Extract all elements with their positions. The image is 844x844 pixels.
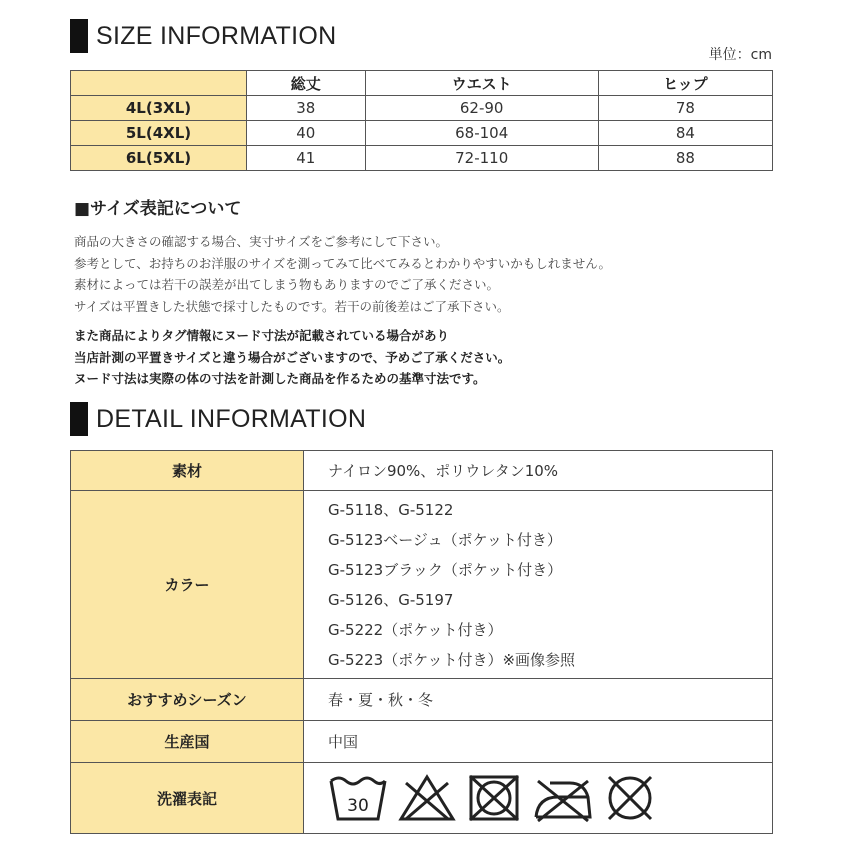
section-marker	[70, 402, 88, 436]
note-bold-line: 当店計測の平置きサイズと違う場合がございますので、予めご了承ください。	[74, 349, 511, 365]
color-item: G-5123ブラック（ポケット付き）	[328, 560, 563, 579]
cell: 38	[247, 96, 366, 121]
color-values	[304, 491, 773, 679]
origin-value: 中国	[304, 721, 773, 763]
size-label: 6L(5XL)	[71, 146, 247, 171]
origin-label: 生産国	[71, 721, 304, 763]
detail-section-title: DETAIL INFORMATION	[96, 404, 367, 433]
size-label: 4L(3XL)	[71, 96, 247, 121]
season-label: おすすめシーズン	[71, 679, 304, 721]
notes-body	[74, 231, 611, 317]
detail-section-header	[70, 402, 366, 436]
cell: 78	[598, 96, 772, 121]
note-line: サイズは平置きした状態で採寸したものです。若干の前後差はご了承下さい。	[74, 298, 510, 314]
no-bleach-icon	[398, 773, 456, 823]
cell: 88	[598, 146, 772, 171]
section-marker	[70, 19, 88, 53]
notes-title: ■サイズ表記について	[74, 199, 242, 219]
size-table	[70, 70, 773, 171]
size-label: 5L(4XL)	[71, 121, 247, 146]
col-header: 総丈	[247, 71, 366, 96]
unit-label: 単位：cm	[708, 47, 772, 63]
col-header: ウエスト	[365, 71, 598, 96]
size-section-title: SIZE INFORMATION	[96, 21, 337, 50]
color-item: G-5223（ポケット付き）※画像参照	[328, 650, 576, 669]
detail-row-material	[71, 451, 773, 491]
col-header: ヒップ	[598, 71, 772, 96]
color-item: G-5123ベージュ（ポケット付き）	[328, 530, 562, 549]
iron-no-steam-icon	[532, 773, 594, 823]
season-value: 春・夏・秋・冬	[304, 679, 773, 721]
note-line: 参考として、お持ちのお洋服のサイズを測ってみて比べてみるとわかりやすいかもしれません。	[74, 255, 612, 271]
no-dry-clean-icon	[604, 773, 656, 823]
detail-row-season	[71, 679, 773, 721]
note-bold-line: ヌード寸法は実際の体の寸法を計測した商品を作るための基準寸法です。	[74, 371, 486, 386]
notes-bold-body	[74, 325, 510, 390]
table-row	[71, 96, 773, 121]
cell: 40	[247, 121, 366, 146]
no-tumble-dry-icon	[466, 773, 522, 823]
table-row	[71, 146, 773, 171]
material-value: ナイロン90%、ポリウレタン10%	[304, 451, 773, 491]
note-line: 素材によっては若干の誤差が出てしまう物もありますのでご了承ください。	[74, 277, 500, 292]
material-label: 素材	[71, 451, 304, 491]
note-line: 商品の大きさの確認する場合、実寸サイズをご参考にして下さい。	[74, 234, 449, 249]
cell: 62-90	[365, 96, 598, 121]
cell: 41	[247, 146, 366, 171]
color-item: G-5118、G-5122	[328, 500, 454, 519]
cell: 72-110	[365, 146, 598, 171]
size-section-header	[70, 19, 336, 53]
detail-row-care	[71, 763, 773, 834]
color-item: G-5126、G-5197	[328, 590, 454, 609]
wash-temp-text: 30	[347, 796, 369, 816]
detail-table	[70, 450, 773, 834]
care-icons	[328, 763, 772, 833]
color-label: カラー	[71, 491, 304, 679]
size-table-header	[71, 71, 773, 96]
detail-row-origin	[71, 721, 773, 763]
detail-row-color	[71, 491, 773, 679]
note-bold-line: また商品によりタグ情報にヌード寸法が記載されている場合があり	[74, 328, 450, 343]
corner-cell	[71, 71, 247, 96]
color-item: G-5222（ポケット付き）	[328, 620, 503, 639]
cell: 84	[598, 121, 772, 146]
care-label: 洗濯表記	[71, 763, 304, 834]
table-row	[71, 121, 773, 146]
care-values	[304, 763, 773, 834]
wash-30-icon	[328, 773, 388, 823]
cell: 68-104	[365, 121, 598, 146]
